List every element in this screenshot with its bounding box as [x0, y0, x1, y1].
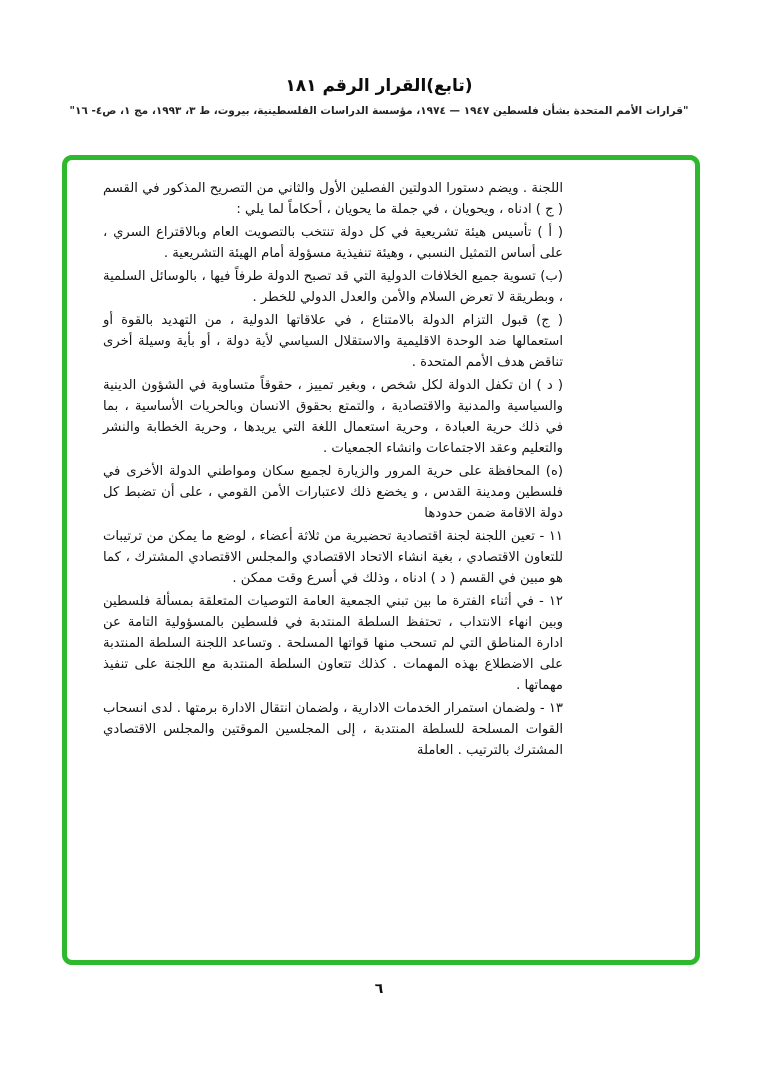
paragraph: ( أ ) تأسيس هيئة تشريعية في كل دولة تنتخب بالتصويت العام وبالاقتراع السري ، على أساس التمثيل النسبي ، وهيئة تنفيذية مسؤولة أمام الهيئة التشريعية .: [103, 225, 563, 261]
resolution-title: (تابع)القرار الرقم ١٨١: [285, 76, 473, 96]
green-border-frame: [62, 155, 700, 965]
page-footer: [0, 978, 758, 997]
paragraph: ١٣ - ولضمان استمرار الخدمات الادارية ، ولضمان انتقال الادارة برمتها . لدى انسحاب القوات المسلحة للسلطة المنتدبة ، إلى المجلسين الموقتين والمجلس الاقتصادي المشترك بالترتيب . العاملة: [103, 701, 563, 758]
page-number: ٦: [374, 981, 384, 997]
paragraph: (ب) تسوية جميع الخلافات الدولية التي قد تصبح الدولة طرفاً فيها ، بالوسائل السلمية ، وبطريقة لا تعرض السلام والأمن والعدل الدولي للخطر .: [103, 269, 563, 305]
paragraph: ( د ) ان تكفل الدولة لكل شخص ، وبغير تمييز ، حقوقاً متساوية في الشؤون الدينية والسياسية والمدنية والاقتصادية ، والتمتع بحقوق الانسان وبالحريات الأساسية ، بما في ذلك حرية العبادة ، وحرية استعمال اللغة التي يريدها ، وحرية الخطابة والنشر والتعليم وعقد الاجتماعات وانشاء الجمعيات .: [103, 378, 563, 456]
body-text-column: [67, 160, 695, 781]
paragraph: (ه) المحافظة على حرية المرور والزيارة لجميع سكان ومواطني الدولة الأخرى في فلسطين ومدينة القدس ، و يخضع ذلك لاعتبارات الأمن القومي ، على أن تضبط كل دولة الاقامة ضمن حدودها: [103, 464, 563, 521]
paragraph: ١٢ - في أثناء الفترة ما بين تبني الجمعية العامة التوصيات المتعلقة بمسألة فلسطين وبين انهاء الانتداب ، تحتفظ السلطة المنتدبة في فلسطين بالمسؤولية التامة عن ادارة المناطق التي لم تسحب منها قواتها المسلحة . وتساعد اللجنة السلطة المنتدبة على الاضطلاع بهذه المهمات . كذلك تتعاون السلطة المنتدبة مع اللجنة على تنفيذ مهماتها .: [103, 594, 563, 693]
page-header: [0, 76, 758, 117]
paragraph: اللجنة . ويضم دستورا الدولتين الفصلين الأول والثاني من التصريح المذكور في القسم ( ج ) ادناه ، ويحويان ، في جملة ما يحويان ، أحكاماً لما يلي :: [103, 181, 563, 217]
paragraph: ١١ - تعين اللجنة لجنة اقتصادية تحضيرية من ثلاثة أعضاء ، لوضع ما يمكن من ترتيبات للتعاون الاقتصادي ، بغية انشاء الاتحاد الاقتصادي والمجلس الاقتصادي المشترك ، كما هو مبين في القسم ( د ) ادناه ، وذلك في أسرع وقت ممكن .: [103, 529, 563, 586]
paragraph: ( ج) قبول التزام الدولة بالامتناع ، في علاقاتها الدولية ، من التهديد بالقوة أو استعمالها ضد الوحدة الاقليمية والاستقلال السياسي لأية دولة ، أو بأية وسيلة أخرى تناقض هدف الأمم المتحدة .: [103, 313, 563, 370]
source-citation: "قرارات الأمم المتحدة بشأن فلسطين ١٩٤٧ — ١٩٧٤، مؤسسة الدراسات الفلسطينية، بيروت، ط ٣، ١٩٩٣، مج ١، ص٤- ١٦": [69, 105, 689, 117]
